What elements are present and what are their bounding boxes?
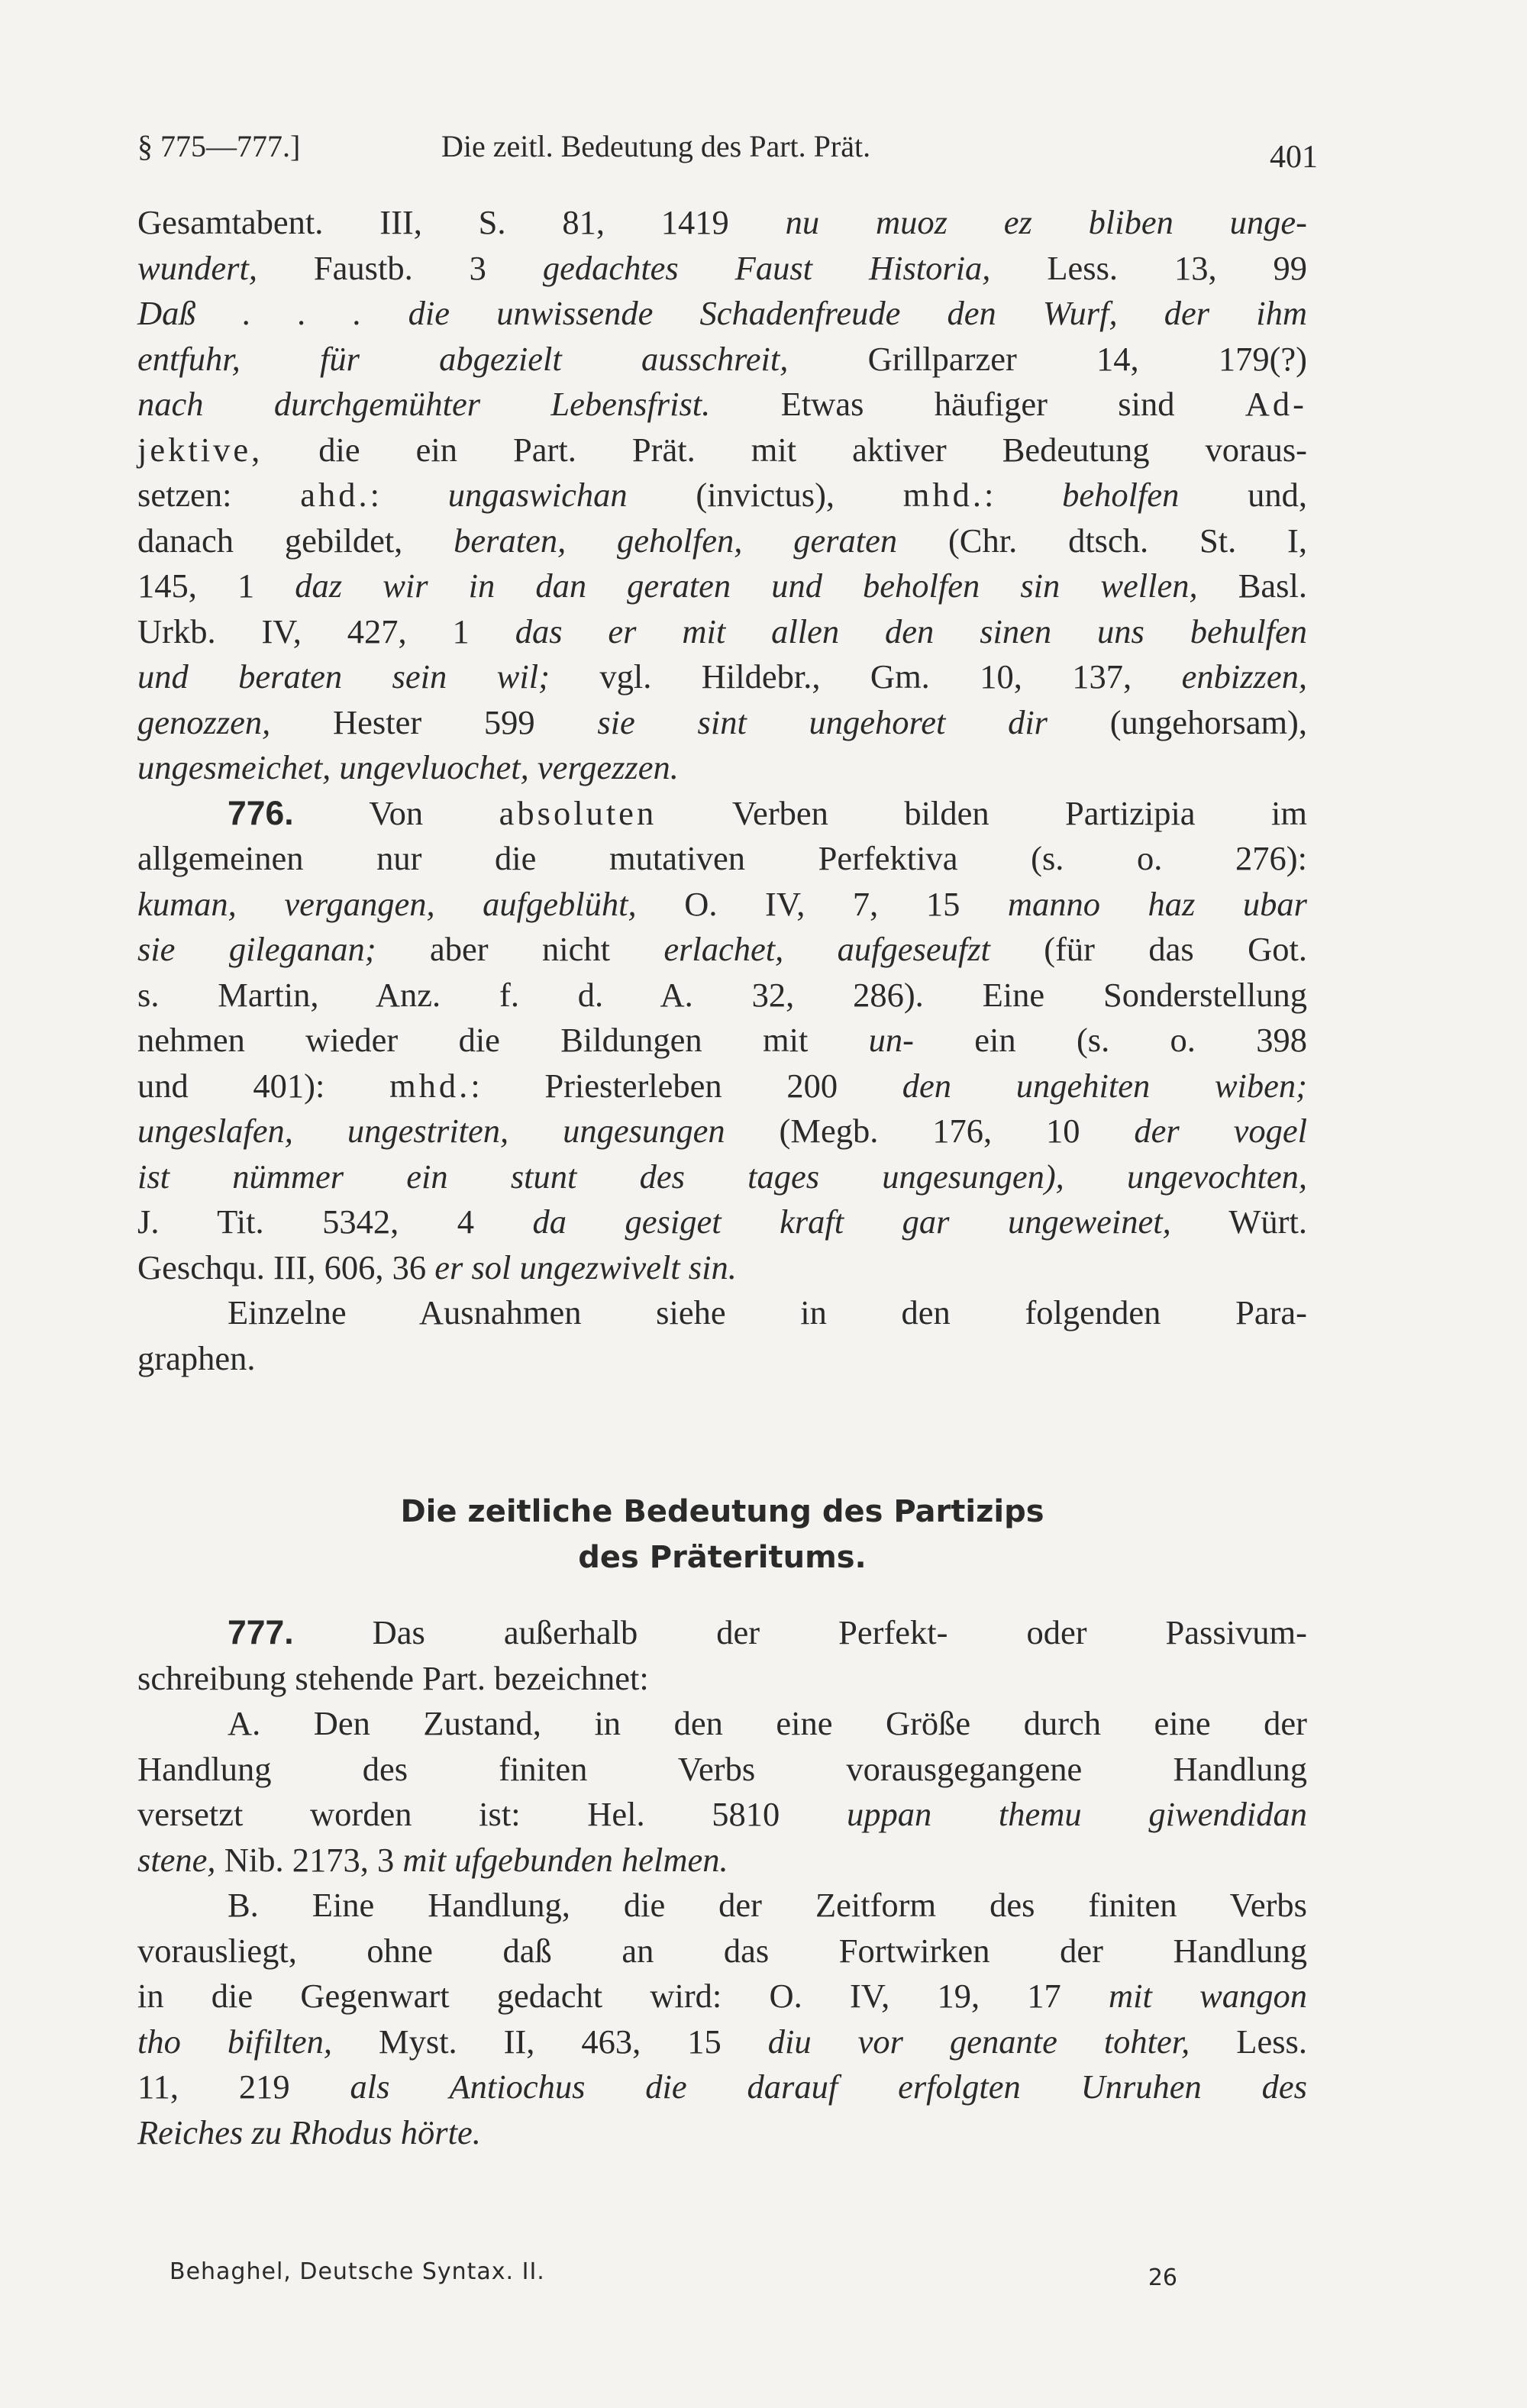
page-number: 401 [1270, 140, 1318, 175]
italic-text: manno haz ubar [1007, 884, 1307, 923]
text-line [137, 700, 1307, 746]
text-run: Etwas häufiger sind [710, 385, 1245, 423]
text-run: danach gebildet, [137, 521, 454, 560]
text-line [137, 1199, 1307, 1245]
text-run: Gesamtabent. III, S. 81, 1419 [137, 203, 786, 241]
italic-text: den ungehiten wiben; [902, 1066, 1307, 1105]
text-run: und, [1179, 476, 1307, 514]
text-line [137, 745, 1307, 791]
text-line [137, 337, 1307, 383]
italic-text: ungaswichan [447, 476, 628, 514]
section-heading [137, 1489, 1307, 1580]
spaced-text: mhd. [902, 476, 985, 514]
text-run: s. Martin, Anz. f. d. A. 32, 286). Eine Sonderstellung [137, 975, 1307, 1014]
text-line [137, 1064, 1307, 1109]
text-run: und 401): [137, 1066, 390, 1105]
text-run: Myst. II, 463, 15 [332, 2022, 768, 2061]
text-run: O. IV, 7, 15 [636, 884, 1008, 923]
text-line [137, 1792, 1307, 1838]
italic-text: als Antiochus die darauf erfolgten Unruhen des [350, 2067, 1307, 2106]
text-line [137, 1290, 1307, 1336]
section-range: § 775—777.] [137, 129, 301, 163]
italic-text: Daß . . . die unwissende Schadenfreude den Wurf, der ihm [137, 294, 1307, 332]
italic-text: der vogel [1134, 1112, 1307, 1150]
text-run: Urkb. IV, 427, 1 [137, 612, 515, 650]
italic-text: Reiches zu Rhodus hörte. [137, 2113, 481, 2151]
italic-text: beholfen [1062, 476, 1180, 514]
text-line [137, 654, 1307, 700]
text-line [137, 1929, 1307, 1974]
text-line [137, 1838, 1307, 1883]
paragraph-776 [137, 791, 1307, 1382]
text-line [137, 1883, 1307, 1929]
text-run: Das außerhalb der Perfekt- oder Passivum- [293, 1613, 1307, 1651]
heading-spacer [137, 1381, 1307, 1474]
text-run: graphen. [137, 1338, 256, 1377]
text-line [137, 927, 1307, 973]
text-line [137, 609, 1307, 655]
text-run: : [984, 476, 1063, 514]
paragraph-776-note [137, 1290, 1307, 1381]
text-run: Geschqu. III, 606, 36 [137, 1248, 435, 1286]
italic-text: ist nümmer ein stunt des tages ungesungen), ungevochten, [137, 1157, 1307, 1196]
text-line [137, 836, 1307, 882]
text-run: vgl. Hildebr., Gm. 10, 137, [549, 657, 1182, 696]
text-line [137, 1747, 1307, 1793]
printer-signature: Behaghel, Deutsche Syntax. II. [169, 2258, 545, 2285]
paragraph-777-b [137, 1883, 1307, 2155]
italic-text: entfuhr, für abgezielt ausschreit, [137, 339, 789, 378]
text-run: versetzt worden ist: Hel. 5810 [137, 1795, 847, 1833]
spaced-text: mhd. [389, 1066, 471, 1105]
text-run: (Chr. dtsch. St. I, [897, 521, 1307, 560]
section-heading-line-2: des Präteritums. [578, 1540, 867, 1575]
italic-text: er sol ungezwivelt sin. [434, 1248, 737, 1286]
text-line [137, 973, 1307, 1018]
page-footer [169, 2258, 1177, 2297]
text-run: setzen: [137, 476, 301, 514]
text-line [137, 291, 1307, 337]
text-line [137, 1656, 1307, 1702]
paragraph-776-rest [137, 836, 1307, 1290]
text-line [137, 2064, 1307, 2110]
text-run: (invictus), [627, 476, 903, 514]
paragraph-777 [137, 1610, 1307, 2155]
paragraph-continued [137, 200, 1307, 791]
text-run: Einzelne Ausnahmen siehe in den folgenden Para- [228, 1293, 1307, 1332]
spaced-text: ahd. [300, 476, 370, 514]
text-run: die ein Part. Prät. mit aktiver Bedeutung voraus- [263, 430, 1307, 469]
text-run: Grillparzer 14, 179(?) [788, 339, 1307, 378]
spaced-text: Ad- [1245, 385, 1307, 423]
text-run: Less. 13, 99 [990, 248, 1307, 287]
text-run: Hester 599 [270, 702, 598, 741]
text-run: : Priesterleben 200 [470, 1066, 902, 1105]
italic-text: un- [868, 1021, 914, 1059]
text-run: schreibung stehende Part. bezeichnet: [137, 1658, 649, 1697]
spaced-text: absoluten [499, 793, 657, 832]
main-text [137, 200, 1307, 2155]
italic-text: erlachet, aufgeseufzt [663, 930, 990, 968]
text-run: allgemeinen nur die mutativen Perfektiva (s. o. 276): [137, 839, 1307, 877]
italic-text: und beraten sein wil; [137, 657, 550, 696]
text-line [137, 1701, 1307, 1747]
text-line [137, 518, 1307, 564]
line-runs [294, 794, 1307, 832]
text-run: vorausliegt, ohne daß an das Fortwirken der Handlung [137, 1931, 1307, 1970]
text-line [137, 1610, 1307, 1656]
italic-text: diu vor genante tohter, [767, 2022, 1190, 2061]
text-line [137, 428, 1307, 473]
text-line [137, 473, 1307, 518]
paragraph-777-rest [137, 1656, 1307, 1702]
running-title: Die zeitl. Bedeutung des Part. Prät. [441, 129, 871, 163]
text-run: ein (s. o. 398 [913, 1021, 1307, 1059]
running-header [137, 128, 1318, 174]
text-run: Basl. [1197, 566, 1307, 605]
text-run: (ungehorsam), [1048, 702, 1307, 741]
text-run: (Megb. 176, 10 [725, 1112, 1135, 1150]
italic-text: stene, [137, 1840, 216, 1879]
italic-text: mit wangon [1109, 1977, 1308, 2015]
text-line [137, 791, 1307, 837]
italic-text: sie gileganan; [137, 930, 376, 968]
text-run: in die Gegenwart gedacht wird: O. IV, 19, 17 [137, 1977, 1109, 2015]
line-runs [294, 1613, 1307, 1651]
text-run: Von [293, 793, 499, 832]
text-run: : [370, 476, 448, 514]
text-line [137, 2110, 1307, 2156]
italic-text: gedachtes Faust Historia, [542, 248, 991, 287]
text-line [137, 1245, 1307, 1291]
text-run: A. Den Zustand, in den eine Größe durch eine der [228, 1704, 1307, 1742]
text-run: Nib. 2173, 3 [215, 1840, 403, 1879]
italic-text: daz wir in dan geraten und beholfen sin wellen, [295, 566, 1198, 605]
spaced-text: jektive, [137, 430, 263, 469]
text-run: Handlung des finiten Verbs vorausgegangene Handlung [137, 1749, 1307, 1788]
text-run: aber nicht [376, 930, 664, 968]
text-run: J. Tit. 5342, 4 [137, 1202, 533, 1241]
text-line [137, 1336, 1307, 1382]
text-line [137, 200, 1307, 246]
italic-text: nach durchgemühter Lebensfrist. [137, 385, 711, 423]
italic-text: enbizzen, [1181, 657, 1308, 696]
italic-text: uppan themu giwendidan [846, 1795, 1307, 1833]
text-run: B. Eine Handlung, die der Zeitform des finiten Verbs [228, 1886, 1307, 1924]
text-line [137, 1109, 1307, 1154]
italic-text: das er mit allen den sinen uns behulfen [515, 612, 1307, 650]
text-run: 11, 219 [137, 2067, 350, 2106]
text-run: (für das Got. [989, 930, 1307, 968]
text-line [137, 563, 1307, 609]
paragraph-number: 777. [228, 1614, 294, 1651]
italic-text: genozzen, [137, 702, 271, 741]
italic-text: tho bifilten, [137, 2022, 333, 2061]
italic-text: ungeslafen, ungestriten, ungesungen [137, 1112, 725, 1150]
text-line [137, 1018, 1307, 1064]
italic-text: beraten, geholfen, geraten [454, 521, 898, 560]
text-run: 145, 1 [137, 566, 295, 605]
italic-text: nu muoz ez bliben unge- [785, 203, 1307, 241]
text-line [137, 882, 1307, 928]
text-run: Verben bilden Partizipia im [657, 793, 1307, 832]
sheet-number: 26 [1148, 2264, 1177, 2291]
italic-text: wundert, [137, 248, 257, 287]
italic-text: sie sint ungehoret dir [597, 702, 1048, 741]
section-heading-line-1: Die zeitliche Bedeutung des Partizips [400, 1494, 1044, 1529]
italic-text: da gesiget kraft gar ungeweinet, [532, 1202, 1171, 1241]
text-run: Würt. [1170, 1202, 1307, 1241]
italic-text: kuman, vergangen, aufgeblüht, [137, 884, 637, 923]
text-line [137, 1974, 1307, 2019]
text-line [137, 2019, 1307, 2065]
text-run: Faustb. 3 [257, 248, 543, 287]
text-line [137, 246, 1307, 292]
text-run: Less. [1190, 2022, 1307, 2061]
paragraph-777-a [137, 1701, 1307, 1883]
italic-text: ungesmeichet, ungevluochet, vergezzen. [137, 748, 679, 786]
text-line [137, 1154, 1307, 1200]
text-line [137, 382, 1307, 428]
paragraph-number: 776. [228, 794, 294, 832]
italic-text: mit ufgebunden helmen. [402, 1840, 728, 1879]
text-run: nehmen wieder die Bildungen mit [137, 1021, 869, 1059]
